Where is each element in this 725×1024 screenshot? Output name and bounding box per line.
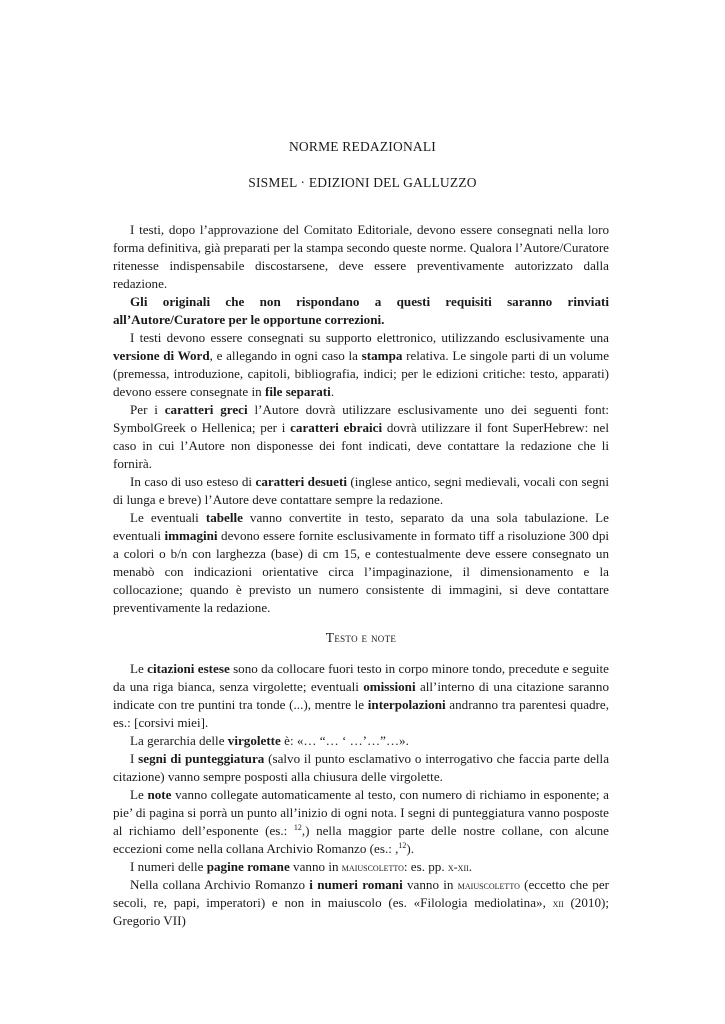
paragraph-roman-numerals	[113, 876, 609, 930]
section-heading: Testo e note	[325, 630, 397, 645]
bold-text: i numeri romani	[309, 877, 403, 892]
bold-text: stampa	[361, 348, 403, 363]
text: relativa. Le singole parti di un volume (premessa, introduzione, capitoli, bibliografia, indici; per le edizioni critiche: testo, apparati) devono essere consegnate in	[113, 348, 609, 399]
text: (eccetto che per secoli, re, papi, imperatori) e non in maiuscolo (es. «Filologia mediolatina»,	[113, 877, 610, 910]
text: (salvo il punto esclamativo o interrogativo che faccia parte della citazione) vanno sempre posposti alla chiusura delle virgolette.	[113, 751, 610, 784]
text: (2010); Gregorio VII)	[113, 895, 609, 928]
bold-text: virgolette	[227, 733, 281, 748]
bold-text: Gli originali che non rispondano a questi requisiti saranno rinviati all’Autore/Curatore per le opportune correzioni.	[113, 294, 609, 327]
text: Per i	[130, 402, 165, 417]
paragraph-quotation-marks	[113, 732, 609, 750]
text: I	[130, 751, 139, 766]
bold-text: omissioni	[363, 679, 416, 694]
text: andranno tra parentesi quadre, es.: [corsivi miei].	[113, 697, 609, 730]
superscript: 12	[293, 823, 302, 832]
paragraph-obsolete-characters	[113, 473, 609, 509]
text: l’Autore dovrà utilizzare esclusivamente uno dei seguenti font: SymbolGreek o Hellenica; per i	[113, 402, 609, 435]
text: I testi devono essere consegnati su supporto elettronico, utilizzando esclusivamente una	[130, 330, 609, 345]
paragraph-notes	[113, 786, 609, 858]
bold-text: pagine romane	[206, 859, 290, 874]
document-title: NORME REDAZIONALI	[288, 139, 436, 154]
bold-text: versione di Word	[113, 348, 210, 363]
bold-text: citazioni estese	[147, 661, 230, 676]
text: Le	[130, 787, 148, 802]
bold-text: caratteri greci	[164, 402, 248, 417]
text: vanno in	[402, 877, 458, 892]
paragraph-warning	[113, 293, 609, 329]
text: .	[468, 859, 473, 874]
text: vanno collegate automaticamente al testo, con numero di richiamo in esponente; a pie’ di pagina si porrà un punto all’inizio di ogni nota. I segni di punteggiatura vanno posposte al richiamo dell’esponente (es.:	[113, 787, 609, 838]
text: vanno in	[289, 859, 342, 874]
superscript: 12	[398, 841, 407, 850]
small-caps-text: x-xii	[447, 860, 469, 874]
bold-text: note	[147, 787, 172, 802]
small-caps-text: xii	[552, 896, 564, 910]
text: Nella collana Archivio Romanzo	[130, 877, 310, 892]
text: ).	[406, 841, 415, 856]
paragraph-citations	[113, 660, 609, 732]
bold-text: interpolazioni	[367, 697, 446, 712]
paragraph-intro	[113, 221, 609, 293]
text: : es. pp.	[403, 859, 448, 874]
text: sono da collocare fuori testo in corpo minore tondo, precedute e seguite da una riga bianca, senza virgolette; eventuali	[113, 661, 609, 694]
text: ,) nella maggior parte delle nostre collane, con alcune eccezioni come nella collana Archivio Romanzo (es.: ,	[113, 823, 609, 856]
small-caps-text: maiuscoletto	[457, 878, 520, 892]
text: Le eventuali	[130, 510, 206, 525]
text: , e allegando in ogni caso la	[209, 348, 362, 363]
document-body	[113, 221, 609, 930]
text: La gerarchia delle	[130, 733, 228, 748]
bold-text: caratteri desueti	[255, 474, 347, 489]
text: Le	[130, 661, 148, 676]
text: (inglese antico, segni medievali, vocali con segni di lunga e breve) l’Autore deve contattare sempre la redazione.	[113, 474, 609, 507]
bold-text: segni di punteggiatura	[138, 751, 265, 766]
text: è: «… “… ‘ …’…”…».	[280, 733, 409, 748]
text: dovrà utilizzare il font SuperHebrew: nel caso in cui l’Autore non disponesse dei font indicati, deve contattare la redazione che li fornirà.	[113, 420, 610, 471]
text: I testi, dopo l’approvazione del Comitato Editoriale, devono essere consegnati nella loro forma definitiva, già preparati per la stampa secondo queste norme. Qualora l’Autore/Curatore ritenesse indispensabile discostarsene, deve essere preventivamente autorizzato dalla redazione.	[113, 222, 609, 291]
text: vanno convertite in testo, separato da una sola tabulazione. Le eventuali	[113, 510, 609, 543]
paragraph-tables-images	[113, 509, 609, 617]
bold-text: file separati	[264, 384, 331, 399]
text: In caso di uso esteso di	[130, 474, 256, 489]
paragraph-roman-pages	[113, 858, 609, 876]
text: I numeri delle	[130, 859, 207, 874]
text: all’interno di una citazione saranno indicate con tre puntini tra tonde (...), mentre le	[113, 679, 609, 712]
paragraph-punctuation	[113, 750, 609, 786]
small-caps-text: maiuscoletto	[341, 860, 404, 874]
text: .	[330, 384, 335, 399]
paragraph-electronic-support	[113, 329, 609, 401]
paragraph-fonts	[113, 401, 609, 473]
bold-text: tabelle	[205, 510, 243, 525]
document-subtitle: SISMEL · EDIZIONI DEL GALLUZZO	[248, 175, 477, 190]
bold-text: caratteri ebraici	[290, 420, 383, 435]
text: devono essere fornite esclusivamente in formato tiff a risoluzione 300 dpi a colori o b/n con larghezza (base) di cm 15, e contestualmente deve essere consegnato un menabò con indicazioni orientative circa l’impaginazione, il dimensionamento e la collocazione; quando è previsto un numero consistente di immagini, si deve contattare preventivamente la redazione.	[113, 528, 609, 615]
bold-text: immagini	[164, 528, 218, 543]
